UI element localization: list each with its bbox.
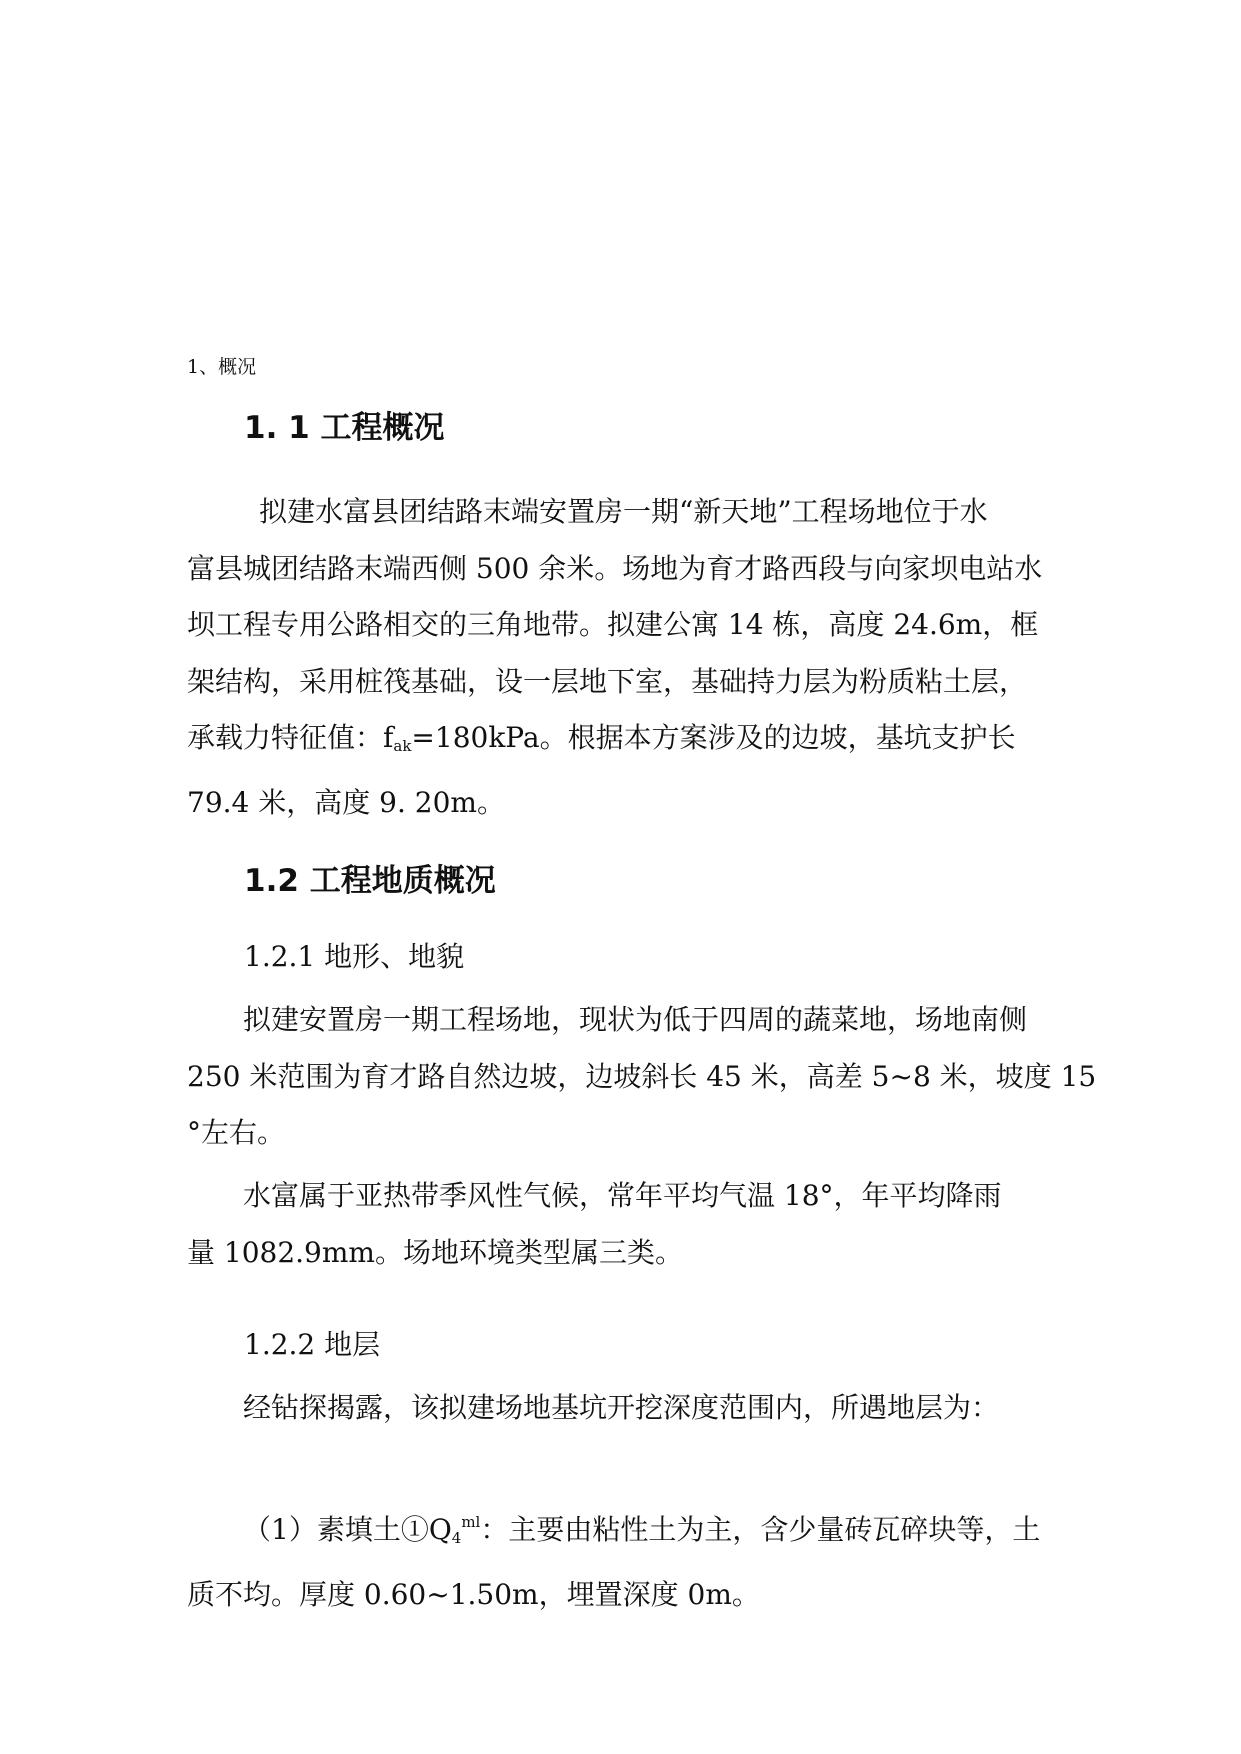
text-line: 富县城团结路末端西侧 500 余米。场地为育才路西段与向家坝电站水 — [187, 551, 1043, 585]
paragraph-fill-soil — [187, 1494, 1057, 1623]
subscript: ak — [393, 737, 412, 755]
text-line — [187, 1494, 1057, 1567]
paragraph-climate — [187, 1168, 1057, 1281]
text-line — [187, 710, 1057, 775]
text-line: 质不均。厚度 0.60~1.50m，埋置深度 0m。 — [187, 1577, 760, 1611]
section-label: 1、概况 — [187, 356, 257, 378]
subheading-strata: 1.2.2 地层 — [244, 1328, 381, 1361]
text-line: 水富属于亚热带季风性气候，常年平均气温 18°，年平均降雨 — [243, 1179, 1002, 1212]
paragraph-project-overview — [187, 484, 1057, 831]
text-fragment: （1）素填土①Q — [243, 1513, 452, 1546]
text-line: 拟建安置房一期工程场地，现状为低于四周的蔬菜地，场地南侧 — [243, 1003, 1028, 1036]
paragraph-strata-intro — [187, 1380, 1057, 1437]
heading-geology-overview: 1.2 工程地质概况 — [244, 863, 496, 899]
text-line: 79.4 米，高度 9. 20m。 — [187, 785, 505, 819]
text-line: 量 1082.9mm。场地环境类型属三类。 — [187, 1235, 683, 1269]
text-line: 250 米范围为育才路自然边坡，边坡斜长 45 米，高差 5~8 米，坡度 15 — [187, 1059, 1097, 1093]
text-line: 坝工程专用公路相交的三角地带。拟建公寓 14 栋，高度 24.6m，框 — [187, 608, 1039, 641]
text-line: 经钻探揭露，该拟建场地基坑开挖深度范围内，所遇地层为： — [243, 1391, 1000, 1424]
paragraph-terrain — [187, 992, 1097, 1162]
subheading-terrain: 1.2.1 地形、地貌 — [244, 940, 465, 973]
text-line: °左右。 — [187, 1116, 286, 1149]
heading-project-overview: 1. 1 工程概况 — [244, 410, 445, 446]
text-line: 拟建水富县团结路末端安置房一期“新天地”工程场地位于水 — [259, 495, 988, 528]
subscript: 4 — [451, 1529, 462, 1547]
text-fragment: 承载力特征值：f — [187, 721, 394, 754]
text-fragment: =180kPa。根据本方案涉及的边坡，基坑支护长 — [411, 721, 1016, 754]
text-line: 架结构，采用桩筏基础，设一层地下室，基础持力层为粉质粘土层， — [187, 664, 1028, 698]
superscript: ml — [461, 1513, 481, 1531]
text-fragment: ：主要由粘性土为主，含少量砖瓦碎块等，土 — [480, 1513, 1041, 1546]
